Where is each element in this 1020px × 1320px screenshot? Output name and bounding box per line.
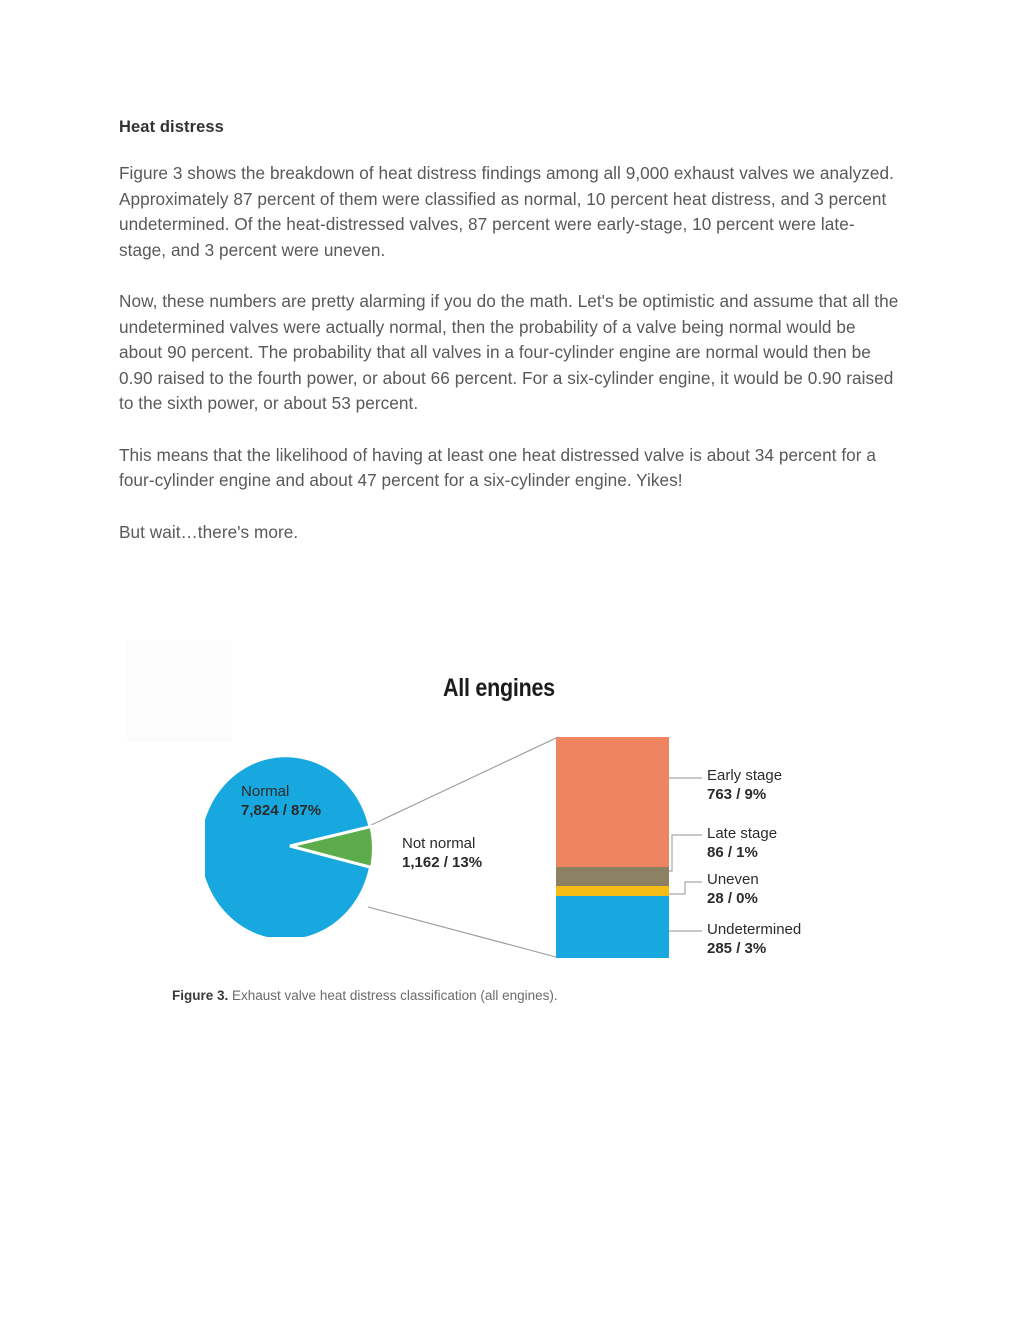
bar-label-late-stage-value: 86 / 1% [707,844,758,861]
pie-label-not-normal-name: Not normal [402,835,476,852]
bar-label-undetermined-value: 285 / 3% [707,940,767,957]
figure-3 [119,632,909,1082]
bar-label-undetermined [707,920,801,958]
pie-label-normal-name: Normal [241,783,290,800]
paragraph-3: This means that the likelihood of having at least one heat distressed valve is about 34 percent for a four-cylinder engine and about 47 percent for a six-cylinder engine. Yikes! [119,444,876,490]
bar-label-early-stage [707,766,782,804]
bar-label-late-stage [707,824,777,862]
bar-label-late-stage-name: Late stage [707,825,778,842]
pie-label-normal [241,782,401,820]
pie-label-not-normal-value: 1,162 / 13% [402,854,483,871]
pie-label-normal-value: 7,824 / 87% [241,802,322,819]
bar-label-early-stage-value: 763 / 9% [707,786,767,803]
bar-segment-undetermined [556,896,669,958]
bar-segment-late-stage [556,867,669,886]
figure-caption-text: Exhaust valve heat distress classification (all engines). [228,988,558,1003]
bar-label-early-stage-name: Early stage [707,767,783,784]
pie-label-not-normal [402,834,582,872]
bar-segment-uneven [556,886,669,896]
bar-label-uneven-value: 28 / 0% [707,890,758,907]
paragraph-4: But wait…there's more. [119,521,299,542]
figure-background-artifact [127,640,232,742]
article-body [119,118,901,545]
paragraph-1: Figure 3 shows the breakdown of heat distress findings among all 9,000 exhaust valves we analyzed. Approximately 87 percent of them were classified as normal, 10 percent heat distress, and 3 percent undetermined. Of the heat-distressed valves, 87 percent were early-stage, 10 percent were late-stage, and 3 percent were uneven. [119,163,894,260]
paragraph-2: Now, these numbers are pretty alarming if you do the math. Let's be optimistic and assume that all the undetermined valves were actually normal, then the probability of a valve being normal would be about 90 percent. The probability that all valves in a four-cylinder engine are normal would then be 0.90 raised to the fourth power, or about 66 percent. For a six-cylinder engine, it would be 0.90 raised to the sixth power, or about 53 percent. [119,291,899,413]
bar-label-uneven-name: Uneven [707,871,759,888]
stacked-bar-chart [556,737,669,958]
page-title: Heat distress [119,118,224,136]
figure-caption [172,988,558,1003]
bar-segment-early-stage [556,737,669,867]
figure-caption-label: Figure 3. [172,988,229,1003]
chart-title: All engines [443,674,555,702]
bar-label-undetermined-name: Undetermined [707,921,802,938]
bar-label-uneven [707,870,759,908]
